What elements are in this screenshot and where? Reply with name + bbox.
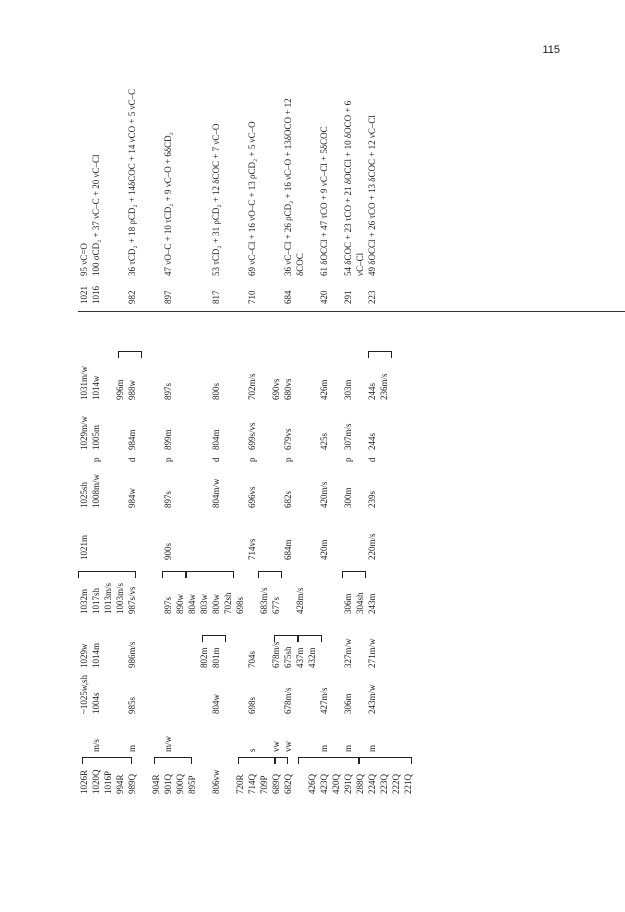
- table-cell-c4: 684m: [283, 539, 293, 560]
- table-cell-branch: 689Q: [271, 774, 281, 794]
- table-cell-c7: 426m: [319, 379, 329, 400]
- table-cell-c2: 1014m: [91, 642, 101, 668]
- rotated-data-table: [78, 80, 538, 800]
- bracket-c7-b: [368, 351, 392, 358]
- table-cell-branch: 291Q: [343, 774, 353, 794]
- table-cell-c3: 1017sh: [91, 587, 101, 614]
- table-cell-c2: 437m: [295, 647, 305, 668]
- table-cell-intensity: m: [367, 744, 377, 752]
- table-cell-intensity: m: [127, 744, 137, 752]
- table-cell-c7: 680vs: [283, 378, 293, 400]
- table-cell-calc: 710: [247, 290, 257, 304]
- bracket-c7-a: [118, 351, 142, 358]
- table-cell-assignment: 69 νC–Cl + 16 νO–C + 13 ρCD₂ + 5 νC–O: [247, 121, 257, 276]
- table-cell-branch: 895P: [187, 775, 197, 794]
- table-cell-c7: 996m: [115, 379, 125, 400]
- table-cell-c3: 677s: [271, 596, 281, 614]
- table-cell-branch: 989Q: [127, 774, 137, 794]
- table-cell-c7: 988w: [127, 380, 137, 400]
- table-cell-c4: 420m: [319, 539, 329, 560]
- table-cell-c3: 800w: [211, 594, 221, 614]
- table-cell-branch: 994R: [115, 774, 125, 794]
- bracket-group-3: [238, 757, 276, 764]
- table-cell-branch: 904R: [151, 774, 161, 794]
- table-cell-assignment: 47 νO–C + 10 τCD₂ + 9 νC–O + 6δCD₂: [163, 132, 173, 276]
- table-cell-c7: 702m/s: [247, 373, 257, 400]
- table-cell-branch: 806vw: [211, 769, 221, 794]
- table-cell-pol: p: [343, 457, 353, 462]
- table-cell-assignment: 36 τCD₂ + 18 ρCD₂ + 14δCOC + 14 νCO + 5 νC–C: [127, 88, 137, 276]
- table-cell-branch: 1026R: [79, 769, 89, 794]
- table-cell-intensity: s: [247, 748, 257, 752]
- table-cell-c3: 1013m/s: [103, 582, 113, 614]
- table-cell-c1: 678m/s: [283, 687, 293, 714]
- table-cell-c7: 897s: [163, 382, 173, 400]
- table-cell-branch: 224Q: [367, 774, 377, 794]
- table-cell-pol: p: [163, 457, 173, 462]
- table-cell-c6: 307m/s: [343, 423, 353, 450]
- table-cell-pol: p: [247, 457, 257, 462]
- table-cell-intensity: vw: [283, 741, 293, 752]
- table-cell-c2: 704s: [247, 650, 257, 668]
- bracket-c3-c: [186, 571, 234, 578]
- table-cell-c6: 804m: [211, 429, 221, 450]
- bracket-c2-a: [202, 635, 226, 642]
- table-cell-intensity: m: [319, 744, 329, 752]
- table-cell-branch: 900Q: [175, 774, 185, 794]
- table-cell-c2: 327m/w: [343, 638, 353, 668]
- table-cell-c1: 1004s: [91, 692, 101, 714]
- table-cell-branch: 714Q: [247, 774, 257, 794]
- table-cell-calc: 1021: [79, 286, 89, 304]
- table-cell-assignment: 53 τCD₂ + 31 ρCD₂ + 12 δCOC + 7 νC–O: [211, 123, 221, 276]
- table-cell-c6: 425s: [319, 432, 329, 450]
- table-cell-c4: 220m/s: [367, 533, 377, 560]
- table-cell-c2: 801m: [211, 647, 221, 668]
- table-cell-c7: 303m: [343, 379, 353, 400]
- table-cell-c3: 804w: [187, 594, 197, 614]
- table-cell-pol: p: [91, 457, 101, 462]
- table-cell-c6: 244s: [367, 432, 377, 450]
- table-cell-assignment: 49 δOCCl + 26 τCO + 13 δCOC + 12 νC–Cl: [367, 115, 377, 276]
- table-cell-c7: 1014w: [91, 375, 101, 400]
- table-cell-c2: 432m: [307, 647, 317, 668]
- table-cell-c3: 683m/s: [259, 587, 269, 614]
- table-cell-branch: 720R: [235, 774, 245, 794]
- table-cell-c3: 1003m/s: [115, 582, 125, 614]
- table-cell-calc: 684: [283, 290, 293, 304]
- table-cell-intensity: m: [343, 744, 353, 752]
- table-cell-c1: 985s: [127, 696, 137, 714]
- table-cell-pol: d: [367, 457, 377, 462]
- page-number: 115: [542, 44, 560, 56]
- table-cell-c3: 428m/s: [295, 587, 305, 614]
- table-cell-calc: 817: [211, 290, 221, 304]
- bracket-group-4: [274, 757, 288, 764]
- bracket-group-2: [154, 757, 192, 764]
- table-cell-branch: 901Q: [163, 774, 173, 794]
- table-cell-c5: 897s: [163, 490, 173, 508]
- table-cell-branch: 1016P: [103, 770, 113, 794]
- table-cell-assignment: 54 δCOC + 23 τCO + 21 δOCCl + 10 δOCO + 6 νC–Cl: [343, 100, 365, 276]
- table-cell-c6: 984m: [127, 429, 137, 450]
- bracket-c2-c: [298, 635, 322, 642]
- table-cell-c4: 714vs: [247, 538, 257, 560]
- table-cell-c5: 300m: [343, 487, 353, 508]
- table-cell-c7: 800s: [211, 382, 221, 400]
- table-cell-intensity: vw: [271, 741, 281, 752]
- table-cell-c5: 682s: [283, 490, 293, 508]
- bracket-c2-b: [274, 635, 298, 642]
- table-cell-c3: 897s: [163, 596, 173, 614]
- table-cell-branch: 426Q: [307, 774, 317, 794]
- table-cell-c1: 306m: [343, 693, 353, 714]
- table-cell-branch: 423Q: [319, 774, 329, 794]
- table-cell-c3: 243m: [367, 593, 377, 614]
- table-cell-c6: 1005m: [91, 424, 101, 450]
- table-cell-calc: 982: [127, 290, 137, 304]
- table-cell-intensity: m/w: [163, 735, 173, 752]
- table-cell-branch: 1020Q: [91, 769, 101, 794]
- table-cell-branch: 223Q: [379, 774, 389, 794]
- table-cell-branch: 709P: [259, 775, 269, 794]
- table-cell-c5: 420m/s: [319, 481, 329, 508]
- table-cell-branch: 682Q: [283, 774, 293, 794]
- table-cell-calc: 420: [319, 290, 329, 304]
- table-cell-c1: 427m/s: [319, 687, 329, 714]
- table-cell-c5: 984w: [127, 488, 137, 508]
- table-cell-c5: 239s: [367, 490, 377, 508]
- table-cell-c3: 890w: [175, 594, 185, 614]
- table-cell-c2: 802m: [199, 647, 209, 668]
- table-cell-assignment: 100 σCD₂ + 37 νC–C + 20 νC–Cl: [91, 154, 101, 276]
- table-cell-c3: 698s: [235, 596, 245, 614]
- table-cell-c1: ~1025w,sh: [79, 674, 89, 714]
- table-cell-c4: 900s: [163, 542, 173, 560]
- table-cell-calc: 1016: [91, 286, 101, 304]
- table-cell-c7: 236m/s: [379, 373, 389, 400]
- table-cell-c5: 696vs: [247, 486, 257, 508]
- table-cell-c1: 804w: [211, 694, 221, 714]
- table-cell-c2: 986m/s: [127, 641, 137, 668]
- table-cell-branch: 420Q: [331, 774, 341, 794]
- bracket-c3-d: [258, 571, 282, 578]
- table-cell-c2: 675sh: [283, 646, 293, 668]
- table-cell-c7: 1031m/w: [79, 365, 89, 400]
- table-cell-assignment: 36 νC–Cl + 26 ρCD₂ + 16 νC–O + 13δOCO + 12 δCOC: [283, 98, 305, 276]
- table-cell-pol: d: [211, 457, 221, 462]
- table-cell-c7: 690vs: [271, 378, 281, 400]
- table-cell-intensity: m/s: [91, 738, 101, 752]
- table-cell-c3: 702sh: [223, 592, 233, 614]
- table-cell-c5: 804m/w: [211, 478, 221, 508]
- table-cell-calc: 223: [367, 290, 377, 304]
- table-cell-c6: 1029m/w: [79, 415, 89, 450]
- table-cell-c6: 679vs: [283, 428, 293, 450]
- table-header-rule: [78, 311, 625, 312]
- table-cell-c3: 306m: [343, 593, 353, 614]
- table-cell-c6: 699s/vs: [247, 422, 257, 450]
- table-cell-calc: 291: [343, 290, 353, 304]
- table-cell-c6: 899m: [163, 429, 173, 450]
- table-cell-branch: 288Q: [355, 774, 365, 794]
- table-cell-pol: d: [127, 457, 137, 462]
- table-cell-pol: p: [283, 457, 293, 462]
- table-cell-c3: 987s/vs: [127, 586, 137, 614]
- bracket-group-6: [358, 757, 412, 764]
- table-cell-c5: 1008m/w: [91, 473, 101, 508]
- table-cell-c4: 1021m: [79, 534, 89, 560]
- table-cell-branch: 222Q: [391, 774, 401, 794]
- table-cell-c7: 244s: [367, 382, 377, 400]
- table-cell-c3: 803w: [199, 594, 209, 614]
- table-cell-c1: 698s: [247, 696, 257, 714]
- table-cell-c1: 243m/w: [367, 684, 377, 714]
- table-cell-branch: 221Q: [403, 774, 413, 794]
- bracket-group-5: [298, 757, 360, 764]
- bracket-c3-a: [78, 571, 136, 578]
- table-cell-c3: 1032m: [79, 588, 89, 614]
- bracket-c3-e: [342, 571, 366, 578]
- table-cell-assignment: 95 νC=O: [79, 243, 89, 276]
- bracket-group-1: [82, 757, 132, 764]
- table-cell-c2: 678m/s: [271, 641, 281, 668]
- table-cell-c5: 1025sh: [79, 481, 89, 508]
- table-cell-calc: 897: [163, 290, 173, 304]
- bracket-c3-b: [162, 571, 186, 578]
- table-cell-c2: 1029w: [79, 643, 89, 668]
- table-cell-assignment: 61 δOCCl + 47 τCO + 9 νC–Cl + 5δCOC: [319, 126, 329, 276]
- table-cell-c3: 304sh: [355, 592, 365, 614]
- table-cell-c2: 271m/w: [367, 638, 377, 668]
